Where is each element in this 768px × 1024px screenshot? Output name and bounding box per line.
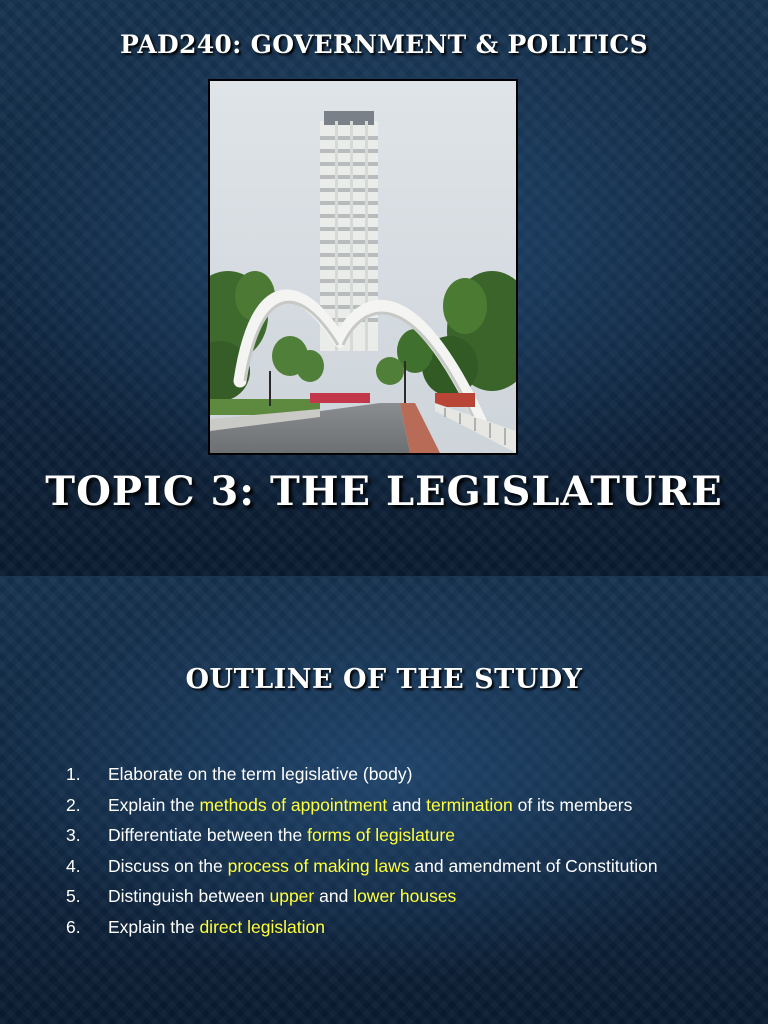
highlighted-text: direct legislation <box>199 916 325 937</box>
outline-item <box>66 881 706 912</box>
outline-item <box>66 912 706 943</box>
outline-item-number: 6. <box>66 916 81 937</box>
outline-item-text: Elaborate on the term legislative (body) <box>108 764 413 784</box>
outline-item-text: Differentiate between the <box>108 825 308 845</box>
outline-item-text: of its members <box>512 794 633 815</box>
outline-item-text: and <box>314 886 354 906</box>
outline-item <box>66 790 706 821</box>
outline-item-text: Explain the <box>108 916 200 937</box>
highlighted-text: lower houses <box>353 886 457 906</box>
highlighted-text: methods of appointment <box>199 794 388 815</box>
outline-item <box>66 851 706 882</box>
parliament-photo-illustration <box>210 81 516 453</box>
outline-item <box>66 820 706 851</box>
outline-item-text: Discuss on the <box>108 855 228 876</box>
outline-item-text: Explain the <box>108 794 200 815</box>
outline-title: OUTLINE OF THE STUDY <box>185 664 583 695</box>
highlighted-text: termination <box>426 794 513 815</box>
highlighted-text: process of making laws <box>227 855 410 876</box>
outline-item-number: 4. <box>66 855 81 876</box>
outline-item-number: 3. <box>66 825 81 845</box>
outline-item-text: Distinguish between <box>108 886 270 906</box>
outline-item-text: and amendment of Constitution <box>409 855 658 876</box>
outline-item-number: 5. <box>66 886 81 906</box>
course-title: PAD240: GOVERNMENT & POLITICS <box>120 30 648 59</box>
topic-title: TOPIC 3: THE LEGISLATURE <box>45 468 723 515</box>
highlighted-text: upper <box>269 886 315 906</box>
outline-item-number: 1. <box>66 764 81 784</box>
outline-slide <box>0 576 768 1024</box>
outline-item-text: and <box>387 794 427 815</box>
outline-item <box>66 759 706 790</box>
outline-item-number: 2. <box>66 794 81 815</box>
highlighted-text: forms of legislature <box>307 825 455 845</box>
outline-list <box>66 759 706 942</box>
parliament-building-photo <box>208 79 518 455</box>
